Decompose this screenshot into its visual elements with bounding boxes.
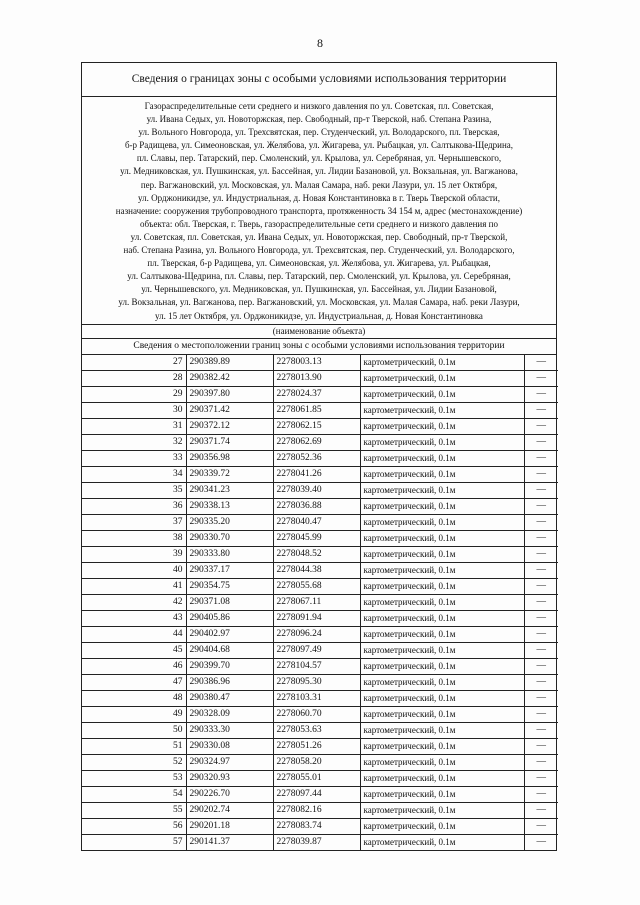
table-row (82, 514, 558, 530)
coord-y: 2278039.40 (273, 482, 360, 498)
method-cell: картометрический, 0.1м (360, 834, 524, 850)
coord-x: 290202.74 (186, 802, 273, 818)
coord-y: 2278036.88 (273, 498, 360, 514)
coord-x: 290320.93 (186, 770, 273, 786)
table-row (82, 818, 558, 834)
dash-cell: — (524, 466, 558, 482)
dash-cell: — (524, 418, 558, 434)
dash-cell: — (524, 578, 558, 594)
table-row (82, 690, 558, 706)
dash-cell: — (524, 690, 558, 706)
method-cell: картометрический, 0.1м (360, 754, 524, 770)
dash-cell: — (524, 770, 558, 786)
coord-x: 290386.96 (186, 674, 273, 690)
coord-x: 290402.97 (186, 626, 273, 642)
dash-cell: — (524, 818, 558, 834)
method-cell: картометрический, 0.1м (360, 514, 524, 530)
table-row (82, 450, 558, 466)
coord-y: 2278067.11 (273, 594, 360, 610)
coord-y: 2278041.26 (273, 466, 360, 482)
table-row (82, 802, 558, 818)
table-row (82, 434, 558, 450)
point-number: 41 (82, 578, 186, 594)
coord-x: 290337.17 (186, 562, 273, 578)
coord-x: 290371.08 (186, 594, 273, 610)
point-number: 48 (82, 690, 186, 706)
coordinates-table (82, 355, 558, 851)
point-number: 55 (82, 802, 186, 818)
description-line: ул. Вольного Новгорода, ул. Трехсвятская, пер. Студенческий, ул. Володарского, пл. Тверская, (138, 127, 500, 138)
dash-cell: — (524, 706, 558, 722)
method-cell: картометрический, 0.1м (360, 626, 524, 642)
dash-cell: — (524, 674, 558, 690)
coord-y: 2278061.85 (273, 402, 360, 418)
coord-y: 2278055.68 (273, 578, 360, 594)
description-line: назначение: сооружения трубопроводного транспорта, протяженность 34 154 м, адрес (местонахождение) (115, 205, 523, 216)
dash-cell: — (524, 834, 558, 850)
coord-y: 2278039.87 (273, 834, 360, 850)
coord-y: 2278045.99 (273, 530, 360, 546)
coord-y: 2278096.24 (273, 626, 360, 642)
method-cell: картометрический, 0.1м (360, 642, 524, 658)
zone-boundary-form (81, 62, 557, 851)
table-row (82, 498, 558, 514)
method-cell: картометрический, 0.1м (360, 466, 524, 482)
coord-y: 2278097.44 (273, 786, 360, 802)
description-line: наб. Степана Разина, ул. Вольного Новгорода, ул. Трехсвятская, пер. Студенческий, ул. Володарского, (123, 245, 515, 256)
location-header: Сведения о местоположении границ зоны с особыми условиями использования территории (82, 339, 556, 355)
point-number: 40 (82, 562, 186, 578)
point-number: 44 (82, 626, 186, 642)
point-number: 54 (82, 786, 186, 802)
table-row (82, 658, 558, 674)
point-number: 45 (82, 642, 186, 658)
method-cell: картометрический, 0.1м (360, 738, 524, 754)
coord-y: 2278062.69 (273, 434, 360, 450)
point-number: 37 (82, 514, 186, 530)
coord-x: 290328.09 (186, 706, 273, 722)
table-row (82, 546, 558, 562)
method-cell: картометрический, 0.1м (360, 594, 524, 610)
coord-y: 2278104.57 (273, 658, 360, 674)
method-cell: картометрический, 0.1м (360, 434, 524, 450)
coord-x: 290226.70 (186, 786, 273, 802)
table-row (82, 402, 558, 418)
description-line: ул. Медниковская, ул. Пушкинская, ул. Бассейная, ул. Лидии Базановой, ул. Вокзальная, ул. Вагжанова, (120, 166, 518, 177)
point-number: 32 (82, 434, 186, 450)
method-cell: картометрический, 0.1м (360, 402, 524, 418)
dash-cell: — (524, 530, 558, 546)
description-line: ул. Вокзальная, ул. Вагжанова, пер. Вагжановский, ул. Московская, ул. Малая Самара, наб. реки Лазури, (118, 297, 520, 308)
point-number: 57 (82, 834, 186, 850)
dash-cell: — (524, 786, 558, 802)
coord-x: 290404.68 (186, 642, 273, 658)
table-row (82, 418, 558, 434)
method-cell: картометрический, 0.1м (360, 818, 524, 834)
table-row (82, 386, 558, 402)
method-cell: картометрический, 0.1м (360, 802, 524, 818)
page-number: 8 (317, 36, 323, 50)
dash-cell: — (524, 754, 558, 770)
description-line: ул. Орджоникидзе, ул. Индустриальная, д. Новая Константиновка в г. Тверь Тверской области, (137, 192, 500, 203)
table-row (82, 754, 558, 770)
coord-y: 2278062.15 (273, 418, 360, 434)
coord-x: 290397.80 (186, 386, 273, 402)
point-number: 43 (82, 610, 186, 626)
point-number: 52 (82, 754, 186, 770)
method-cell: картометрический, 0.1м (360, 418, 524, 434)
coord-x: 290341.23 (186, 482, 273, 498)
table-row (82, 674, 558, 690)
description-line: ул. Салтыкова-Щедрина, пл. Славы, пер. Татарский, пер. Смоленский, ул. Крылова, ул. Серебряная, (127, 271, 511, 282)
description-line: ул. Ивана Седых, ул. Новоторжская, пер. Свободный, пр-т Тверской, наб. Степана Разина, (146, 114, 492, 125)
point-number: 49 (82, 706, 186, 722)
coord-y: 2278058.20 (273, 754, 360, 770)
coord-x: 290371.42 (186, 402, 273, 418)
coord-y: 2278083.74 (273, 818, 360, 834)
coord-x: 290330.08 (186, 738, 273, 754)
point-number: 34 (82, 466, 186, 482)
form-title: Сведения о границах зоны с особыми условиями использования территории (82, 63, 556, 97)
point-number: 30 (82, 402, 186, 418)
coord-x: 290333.80 (186, 546, 273, 562)
point-number: 27 (82, 355, 186, 371)
dash-cell: — (524, 562, 558, 578)
coord-x: 290405.86 (186, 610, 273, 626)
coord-x: 290372.12 (186, 418, 273, 434)
point-number: 33 (82, 450, 186, 466)
coord-y: 2278051.26 (273, 738, 360, 754)
coord-x: 290371.74 (186, 434, 273, 450)
table-row (82, 706, 558, 722)
coord-y: 2278024.37 (273, 386, 360, 402)
dash-cell: — (524, 482, 558, 498)
method-cell: картометрический, 0.1м (360, 546, 524, 562)
dash-cell: — (524, 514, 558, 530)
method-cell: картометрический, 0.1м (360, 450, 524, 466)
coord-x: 290339.72 (186, 466, 273, 482)
method-cell: картометрический, 0.1м (360, 386, 524, 402)
point-number: 31 (82, 418, 186, 434)
method-cell: картометрический, 0.1м (360, 706, 524, 722)
description-line: пл. Тверская, б-р Радищева, ул. Симеоновская, ул. Желябова, ул. Жигарева, ул. Рыбацкая, (147, 258, 491, 269)
description-line: б-р Радищева, ул. Симеоновская, ул. Желябова, ул. Жигарева, ул. Рыбацкая, ул. Салтыкова-Щедрина, (124, 140, 514, 151)
coord-y: 2278040.47 (273, 514, 360, 530)
coord-x: 290330.70 (186, 530, 273, 546)
coord-x: 290338.13 (186, 498, 273, 514)
table-row (82, 786, 558, 802)
dash-cell: — (524, 658, 558, 674)
object-description (82, 97, 556, 325)
table-row (82, 562, 558, 578)
method-cell: картометрический, 0.1м (360, 370, 524, 386)
table-row (82, 578, 558, 594)
coord-x: 290324.97 (186, 754, 273, 770)
point-number: 56 (82, 818, 186, 834)
table-row (82, 738, 558, 754)
method-cell: картометрический, 0.1м (360, 786, 524, 802)
table-row (82, 482, 558, 498)
dash-cell: — (524, 738, 558, 754)
point-number: 51 (82, 738, 186, 754)
dash-cell: — (524, 450, 558, 466)
table-row (82, 642, 558, 658)
dash-cell: — (524, 370, 558, 386)
method-cell: картометрический, 0.1м (360, 355, 524, 371)
table-row (82, 722, 558, 738)
dash-cell: — (524, 498, 558, 514)
dash-cell: — (524, 802, 558, 818)
table-row (82, 626, 558, 642)
point-number: 42 (82, 594, 186, 610)
table-row (82, 466, 558, 482)
dash-cell: — (524, 386, 558, 402)
point-number: 53 (82, 770, 186, 786)
dash-cell: — (524, 626, 558, 642)
point-number: 50 (82, 722, 186, 738)
point-number: 38 (82, 530, 186, 546)
coord-y: 2278091.94 (273, 610, 360, 626)
method-cell: картометрический, 0.1м (360, 770, 524, 786)
description-line: ул. 15 лет Октября, ул. Орджоникидзе, ул. Индустриальная, д. Новая Константиновка (155, 310, 483, 321)
table-row (82, 610, 558, 626)
description-line: пл. Славы, пер. Татарский, пер. Смоленский, ул. Крылова, ул. Серебряная, ул. Чернышевского, (136, 153, 502, 164)
point-number: 35 (82, 482, 186, 498)
coord-x: 290380.47 (186, 690, 273, 706)
dash-cell: — (524, 722, 558, 738)
point-number: 28 (82, 370, 186, 386)
coord-y: 2278103.31 (273, 690, 360, 706)
method-cell: картометрический, 0.1м (360, 690, 524, 706)
method-cell: картометрический, 0.1м (360, 578, 524, 594)
coord-y: 2278097.49 (273, 642, 360, 658)
table-row (82, 770, 558, 786)
point-number: 39 (82, 546, 186, 562)
coord-y: 2278003.13 (273, 355, 360, 371)
coord-x: 290333.30 (186, 722, 273, 738)
coord-y: 2278095.30 (273, 674, 360, 690)
table-row (82, 530, 558, 546)
description-line: пер. Вагжановский, ул. Московская, ул. Малая Самара, наб. реки Лазури, ул. 15 лет Октября, (140, 179, 498, 190)
coord-x: 290382.42 (186, 370, 273, 386)
dash-cell: — (524, 355, 558, 371)
coord-y: 2278048.52 (273, 546, 360, 562)
coord-y: 2278044.38 (273, 562, 360, 578)
method-cell: картометрический, 0.1м (360, 658, 524, 674)
dash-cell: — (524, 434, 558, 450)
coord-x: 290354.75 (186, 578, 273, 594)
description-line: Газораспределительные сети среднего и низкого давления по ул. Советская, пл. Советская, (144, 101, 494, 111)
method-cell: картометрический, 0.1м (360, 530, 524, 546)
method-cell: картометрический, 0.1м (360, 674, 524, 690)
point-number: 46 (82, 658, 186, 674)
description-line: объекта: обл. Тверская, г. Тверь, газораспределительные сети среднего и низкого давления по (140, 218, 498, 229)
method-cell: картометрический, 0.1м (360, 482, 524, 498)
description-line: ул. Чернышевского, ул. Медниковская, ул. Пушкинская, ул. Бассейная, ул. Лидии Базановой, (141, 284, 497, 295)
table-row (82, 834, 558, 850)
coord-y: 2278082.16 (273, 802, 360, 818)
dash-cell: — (524, 546, 558, 562)
table-row (82, 594, 558, 610)
coord-x: 290356.98 (186, 450, 273, 466)
dash-cell: — (524, 594, 558, 610)
coord-x: 290141.37 (186, 834, 273, 850)
method-cell: картометрический, 0.1м (360, 722, 524, 738)
coord-y: 2278052.36 (273, 450, 360, 466)
coord-y: 2278013.90 (273, 370, 360, 386)
coord-y: 2278060.70 (273, 706, 360, 722)
coord-x: 290389.89 (186, 355, 273, 371)
method-cell: картометрический, 0.1м (360, 610, 524, 626)
table-row (82, 355, 558, 371)
coord-y: 2278055.01 (273, 770, 360, 786)
coord-x: 290201.18 (186, 818, 273, 834)
dash-cell: — (524, 642, 558, 658)
point-number: 36 (82, 498, 186, 514)
coord-x: 290399.70 (186, 658, 273, 674)
method-cell: картометрический, 0.1м (360, 498, 524, 514)
coord-y: 2278053.63 (273, 722, 360, 738)
dash-cell: — (524, 610, 558, 626)
point-number: 47 (82, 674, 186, 690)
coord-x: 290335.20 (186, 514, 273, 530)
point-number: 29 (82, 386, 186, 402)
table-row (82, 370, 558, 386)
object-name-caption: (наименование объекта) (82, 325, 556, 339)
method-cell: картометрический, 0.1м (360, 562, 524, 578)
dash-cell: — (524, 402, 558, 418)
description-line: ул. Советская, пл. Советская, ул. Ивана Седых, ул. Новоторжская, пер. Свободный, пр-т Тверской, (130, 231, 508, 242)
